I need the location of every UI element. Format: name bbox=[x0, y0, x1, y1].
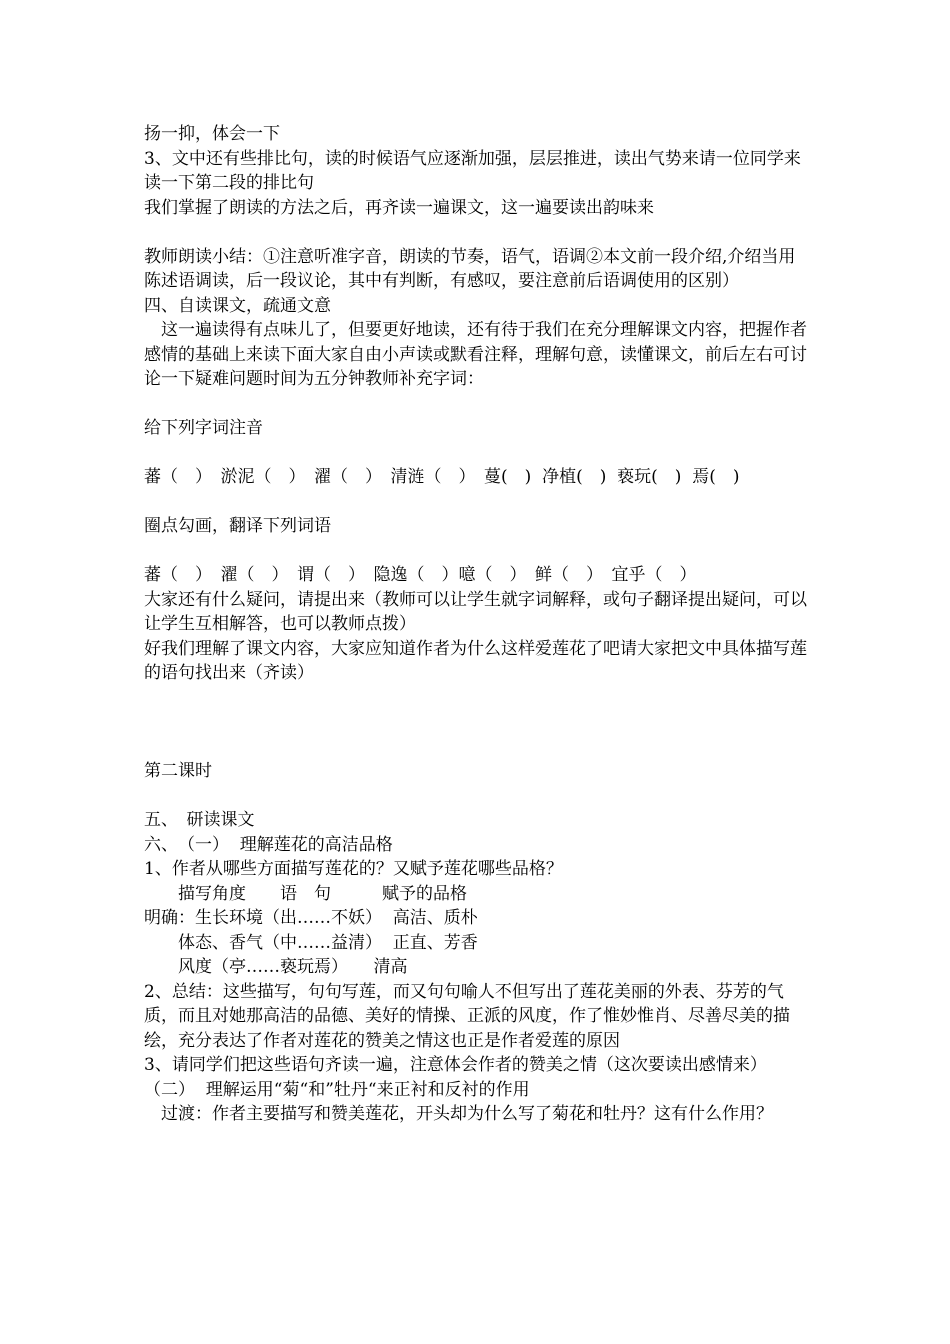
blank-line bbox=[144, 392, 810, 417]
vocab-pronunciation-line: 蕃（ ） 淤泥（ ） 濯（ ） 清涟（ ） 蔓( ) 净植( ) 亵玩( ) 焉( ) bbox=[144, 467, 740, 487]
table-header-line: 描写角度 语 句 赋予的品格 bbox=[144, 883, 467, 904]
blank-line bbox=[144, 686, 810, 760]
text-line: 教师朗读小结：①注意听准字音，朗读的节奏，语气，语调②本文前一段介绍,介绍当用陈述语调读，后一段议论，其中有判断，有感叹，要注意前后语调使用的区别） bbox=[144, 246, 796, 291]
section-heading: 六、 （一） 理解莲花的高洁品格 bbox=[144, 834, 393, 855]
table-row-line: 体态、香气（中……益清） 正直、芳香 bbox=[144, 932, 478, 953]
text-line: 3、请同学们把这些语句齐读一遍，注意体会作者的赞美之情（这次要读出感情来） bbox=[144, 1055, 767, 1075]
blank-line bbox=[144, 441, 810, 466]
vocab-translation-line: 蕃（ ） 濯（ ） 谓（ ） 隐逸（ ）噫（ ） 鲜（ ） 宜乎（ ） bbox=[144, 565, 697, 585]
section-heading: 五、 研读课文 bbox=[144, 810, 255, 830]
blank-line bbox=[144, 490, 810, 515]
text-line: 我们掌握了朗读的方法之后，再齐读一遍课文，这一遍要读出韵味来 bbox=[144, 197, 654, 218]
text-line: 1、作者从哪些方面描写莲花的？又赋予莲花哪些品格？ bbox=[144, 859, 563, 879]
text-line: 给下列字词注音 bbox=[144, 418, 263, 438]
text-line: 大家还有什么疑问，请提出来（教师可以让学生就字词解释，或句子翻译提出疑问，可以让学生互相解答，也可以教师点拨） bbox=[144, 589, 807, 634]
table-row-line: 明确：生长环境（出……不妖） 高洁、质朴 bbox=[144, 908, 478, 928]
text-line: 过渡：作者主要描写和赞美莲花，开头却为什么写了菊花和牡丹？这有什么作用？ bbox=[144, 1104, 773, 1124]
lesson-heading: 第二课时 bbox=[144, 761, 212, 781]
section-heading: 四、自读课文，疏通文意 bbox=[144, 295, 331, 316]
section-heading: （二） 理解运用“菊“和”牡丹“来正衬和反衬的作用 bbox=[144, 1079, 530, 1100]
text-line: 好我们理解了课文内容，大家应知道作者为什么这样爱莲花了吧请大家把文中具体描写莲的语句找出来（齐读） bbox=[144, 638, 807, 683]
blank-line bbox=[144, 539, 810, 564]
text-line: 3、文中还有些排比句，读的时候语气应逐渐加强，层层推进，读出气势来请一位同学来读一下第二段的排比句 bbox=[144, 148, 801, 193]
blank-line bbox=[144, 220, 810, 245]
blank-line bbox=[144, 784, 810, 809]
document-body bbox=[144, 122, 810, 1127]
text-line: 这一遍读得有点味儿了，但要更好地读，还有待于我们在充分理解课文内容，把握作者感情的基础上来读下面大家自由小声读或默看注释，理解句意，读懂课文，前后左右可讨论一下疑难问题时间为五分钟教师补充字词： bbox=[144, 320, 807, 389]
text-line: 圈点勾画，翻译下列词语 bbox=[144, 516, 331, 536]
text-line: 2、总结：这些描写，句句写莲，而又句句喻人不但写出了莲花美丽的外表、芬芳的气质，而且对她那高洁的品德、美好的情操、正派的风度，作了惟妙惟肖、尽善尽美的描绘，充分表达了作者对莲花的赞美之情这也正是作者爱莲的原因 bbox=[144, 981, 790, 1051]
table-row-line: 风度（亭……亵玩焉） 清高 bbox=[144, 957, 408, 977]
text-line: 扬一抑，体会一下 bbox=[144, 124, 280, 144]
